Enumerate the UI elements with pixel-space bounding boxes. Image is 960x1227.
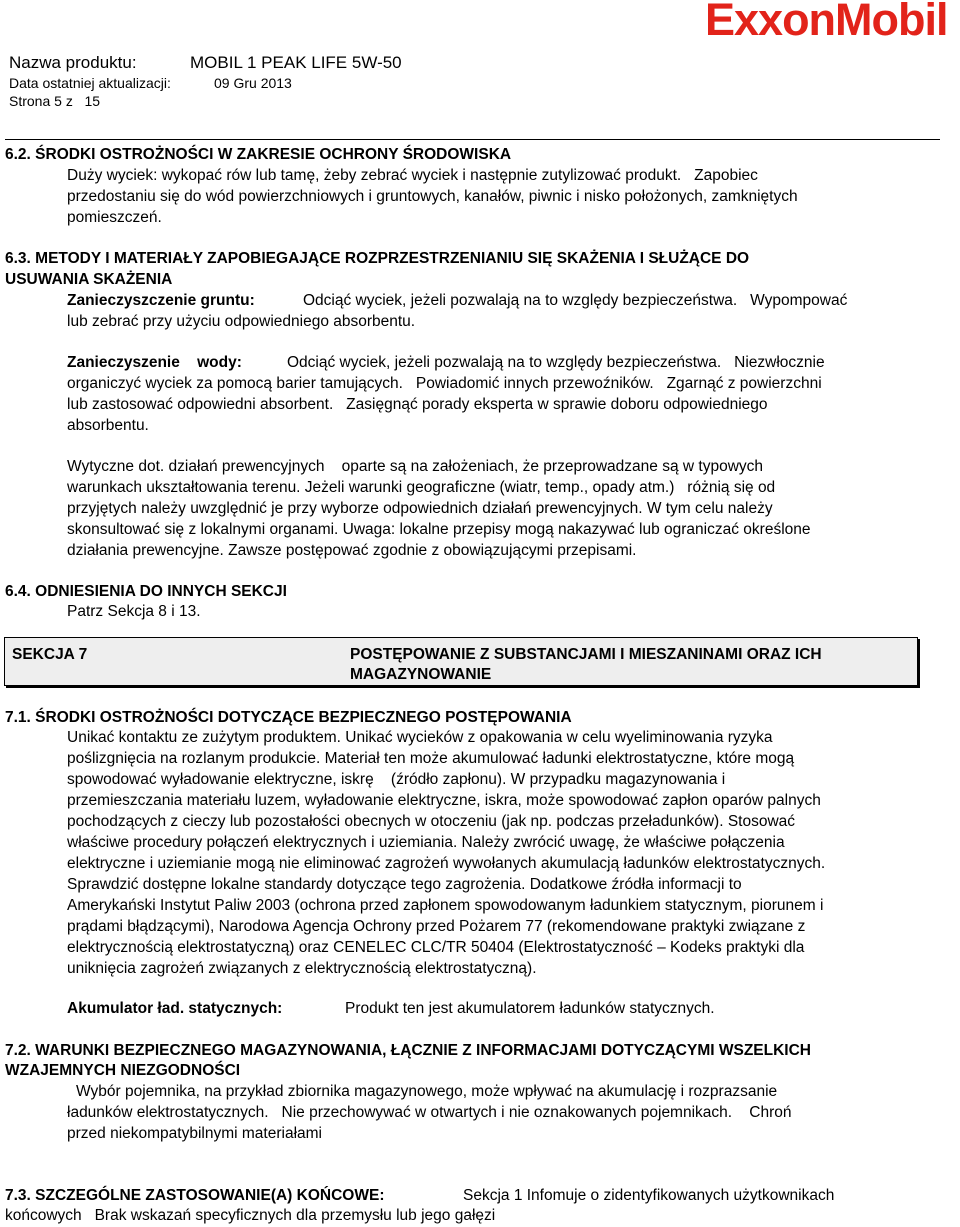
- soil-contamination-text: Odciąć wyciek, jeżeli pozwalają na to względy bezpieczeństwa. Wypompować: [303, 292, 848, 309]
- section-7-2-line: Wybór pojemnika, na przykład zbiornika magazynowego, może wpływać na akumulację i rozprazsanie: [76, 1083, 778, 1100]
- section-7-1-line: elektrycznością elektrostatyczną) oraz CENELEC CLC/TR 50404 (Elektrostatyczność – Kodeks praktyki dla: [67, 939, 805, 956]
- exxonmobil-logo: ExxonMobil: [705, 0, 948, 45]
- section-7-1-line: Sprawdzić dostępne lokalne standardy dotyczące tego zagrożenia. Dodatkowe źródła informacji to: [67, 876, 742, 893]
- water-contamination-line: absorbentu.: [67, 417, 149, 434]
- water-contamination-line: lub zastosować odpowiedni absorbent. Zasięgnąć porady eksperta w sprawie doboru odpowiedniego: [67, 396, 768, 413]
- section-6-3-heading-cont: USUWANIA SKAŻENIA: [5, 271, 173, 288]
- prevention-guidelines-line: przyjętych należy uwzględnić je przy wyborze odpowiednich działań prewencyjnych. W tym celu należy: [67, 500, 773, 517]
- section-7-label: SEKCJA 7: [12, 646, 88, 663]
- prevention-guidelines-line: warunkach ukształtowania terenu. Jeżeli warunki geograficzne (wiatr, temp., opady atm.) różnią się od: [67, 479, 776, 496]
- soil-contamination-label: Zanieczyszczenie gruntu:: [67, 292, 255, 309]
- product-name-label: Nazwa produktu:: [9, 53, 137, 72]
- section-6-2-line: przedostaniu się do wód powierzchniowych i gruntowych, kanałów, piwnic i nisko położonych, zamkniętych: [67, 188, 798, 205]
- section-6-4-heading: 6.4. ODNIESIENIA DO INNYCH SEKCJI: [5, 583, 287, 600]
- soil-contamination-text-cont: lub zebrać przy użyciu odpowiedniego absorbentu.: [67, 313, 416, 330]
- section-6-2-line: Duży wyciek: wykopać rów lub tamę, żeby zebrać wyciek i następnie zutylizować produkt. Zapobiec: [67, 167, 758, 184]
- section-7-1-line: właściwe procedury połączeń elektrycznych i uziemiania. Należy zwrócić uwagę, że właściwe połączenia: [67, 834, 785, 851]
- section-7-1-line: prądami błądzącymi), Narodowa Agencja Ochrony przed Pożarem 77 (rekomendowane praktyki związane z: [67, 918, 806, 935]
- section-7-1-line: poślizgnięcia na rozlanym produkcie. Materiał ten może akumulować ładunki elektrostatyczne, które mogą: [67, 750, 795, 767]
- update-date-label: Data ostatniej aktualizacji:: [9, 75, 171, 91]
- section-6-2-heading: 6.2. ŚRODKI OSTROŻNOŚCI W ZAKRESIE OCHRONY ŚRODOWISKA: [5, 146, 512, 163]
- water-contamination-text: Odciąć wyciek, jeżeli pozwalają na to względy bezpieczeństwa. Niezwłocznie: [287, 354, 825, 371]
- product-name-value: MOBIL 1 PEAK LIFE 5W-50: [190, 53, 402, 72]
- prevention-guidelines-line: skonsultować się z lokalnymi organami. Uwaga: lokalne przepisy mogą nakazywać lub ograniczać określone: [67, 521, 811, 538]
- water-contamination-line: organiczyć wyciek za pomocą barier tamujących. Powiadomić innych przewoźników. Zgarnąć z powierzchni: [67, 375, 822, 392]
- update-date-value: 09 Gru 2013: [214, 75, 292, 91]
- section-6-2-line: pomieszczeń.: [67, 209, 162, 226]
- water-contamination-label: Zanieczyszenie wody:: [67, 354, 242, 371]
- static-accumulator-label: Akumulator ład. statycznych:: [67, 1000, 283, 1017]
- section-7-title: POSTĘPOWANIE Z SUBSTANCJAMI I MIESZANINAMI ORAZ ICH: [350, 646, 822, 663]
- section-7-1-line: uniknięcia zagrożeń związanych z elektrycznością elektrostatyczną).: [67, 960, 537, 977]
- section-6-3-heading: 6.3. METODY I MATERIAŁY ZAPOBIEGAJĄCE ROZPRZESTRZENIANIU SIĘ SKAŻENIA I SŁUŻĄCE DO: [5, 250, 750, 267]
- section-7-1-line: pochodzących z cieczy lub pozostałości obecnych w otoczeniu (jak np. podczas przeładunków). Stosować: [67, 813, 796, 830]
- section-7-2-heading-cont: WZAJEMNYCH NIEZGODNOŚCI: [5, 1062, 241, 1079]
- header-divider: [5, 139, 940, 140]
- static-accumulator-value: Produkt ten jest akumulatorem ładunków statycznych.: [345, 1000, 715, 1017]
- section-6-4-text: Patrz Sekcja 8 i 13.: [67, 603, 201, 620]
- section-7-1-line: spowodować wyładowanie elektryczne, iskrę (źródło zapłonu). W przypadku magazynowania i: [67, 771, 726, 788]
- section-7-1-line: elektryczne i uziemianie mogą nie eliminować zagrożeń wywołanych akumulacją ładunków elektrostatycznych.: [67, 855, 826, 872]
- section-7-1-line: przemieszczania materiału luzem, wyładowanie elektryczne, iskra, może spowodować zapłon oparów palnych: [67, 792, 821, 809]
- section-7-3-text: Sekcja 1 Infomuje o zidentyfikowanych użytkownikach: [463, 1187, 835, 1204]
- section-7-3-text-cont: końcowych Brak wskazań specyficznych dla przemysłu lub jego gałęzi: [5, 1207, 496, 1224]
- section-7-2-heading: 7.2. WARUNKI BEZPIECZNEGO MAGAZYNOWANIA, ŁĄCZNIE Z INFORMACJAMI DOTYCZĄCYMI WSZELKICH: [5, 1042, 811, 1059]
- section-7-1-line: Unikać kontaktu ze zużytym produktem. Unikać wycieków z opakowania w celu wyeliminowania ryzyka: [67, 729, 773, 746]
- section-7-2-line: ładunków elektrostatycznych. Nie przechowywać w otwartych i nie oznakowanych pojemnikach. Chroń: [67, 1104, 792, 1121]
- page-number: Strona 5 z 15: [9, 93, 101, 109]
- prevention-guidelines-line: działania prewencyjne. Zawsze postępować zgodnie z obowiązującymi przepisami.: [67, 542, 637, 559]
- section-7-title-cont: MAGAZYNOWANIE: [350, 666, 492, 683]
- section-7-2-line: przed niekompatybilnymi materiałami: [67, 1125, 322, 1142]
- section-7-1-heading: 7.1. ŚRODKI OSTROŻNOŚCI DOTYCZĄCE BEZPIECZNEGO POSTĘPOWANIA: [5, 709, 572, 726]
- section-7-3-heading: 7.3. SZCZEGÓLNE ZASTOSOWANIE(A) KOŃCOWE:: [5, 1187, 385, 1204]
- section-7-1-line: Amerykański Instytut Paliw 2003 (ochrona przed zapłonem spowodowanym ładunkiem statycznym, piorunem i: [67, 897, 824, 914]
- prevention-guidelines-line: Wytyczne dot. działań prewencyjnych oparte są na założeniach, że przeprowadzane są w typowych: [67, 458, 764, 475]
